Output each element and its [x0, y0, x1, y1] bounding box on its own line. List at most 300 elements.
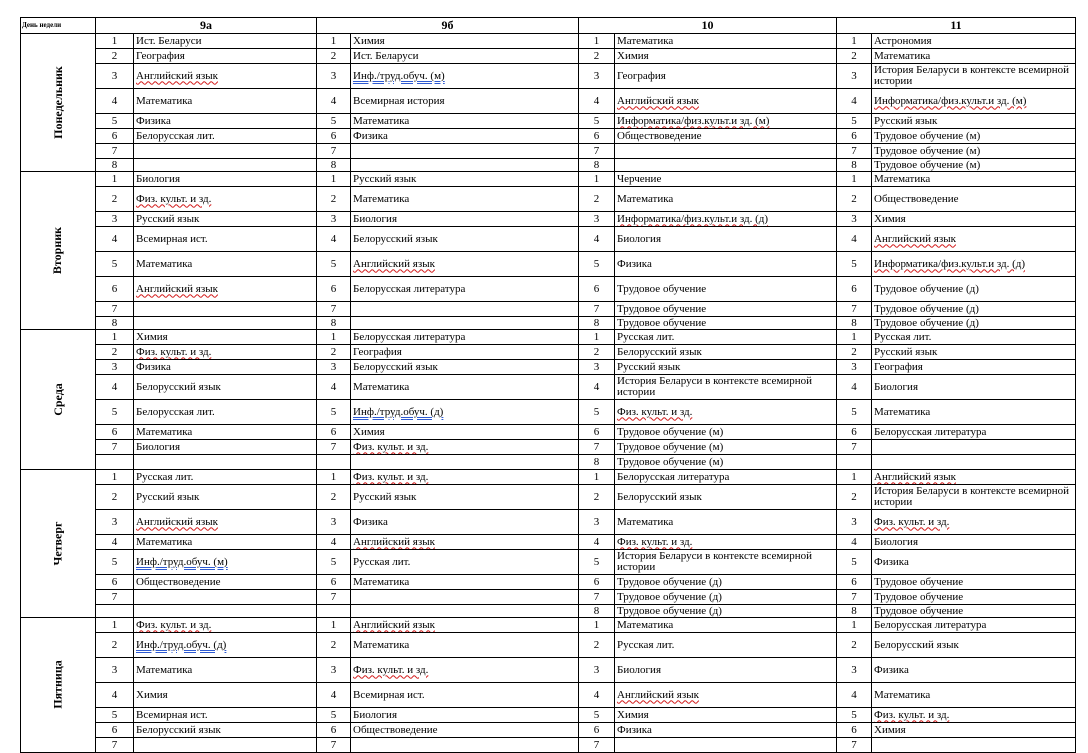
subject-cell: Трудовое обучение (д): [872, 317, 1076, 330]
day-cell: [21, 330, 96, 470]
subject-cell: Русский язык: [872, 345, 1076, 360]
lesson-number: 6: [317, 277, 351, 302]
subject-cell: Трудовое обучение: [872, 605, 1076, 618]
day-name: Среда: [50, 382, 65, 416]
lesson-number: 2: [837, 485, 872, 510]
subject-cell: Трудовое обучение (м): [872, 159, 1076, 172]
lesson-number: 5: [317, 252, 351, 277]
lesson-number: 5: [96, 708, 134, 723]
lesson-number: 5: [579, 400, 615, 425]
lesson-number: 4: [96, 227, 134, 252]
subject-cell: Математика: [351, 187, 579, 212]
lesson-number: 1: [837, 172, 872, 187]
lesson-number: 3: [837, 658, 872, 683]
lesson-number: 2: [579, 187, 615, 212]
class-header-9a: 9а: [96, 18, 317, 34]
lesson-number: 3: [837, 212, 872, 227]
subject-cell: [134, 590, 317, 605]
lesson-number: 2: [317, 485, 351, 510]
lesson-number: 5: [837, 400, 872, 425]
schedule-row: [21, 187, 1076, 212]
subject-cell: [615, 144, 837, 159]
subject-cell: Трудовое обучение (д): [615, 590, 837, 605]
subject-cell: Физика: [134, 360, 317, 375]
subject-cell: Всемирная ист.: [134, 708, 317, 723]
lesson-number: 2: [96, 633, 134, 658]
subject-cell: Русский язык: [134, 212, 317, 227]
subject-cell: Белорусская литература: [351, 277, 579, 302]
schedule-row: [21, 277, 1076, 302]
subject-cell: Русская лит.: [615, 633, 837, 658]
lesson-number: 3: [837, 510, 872, 535]
lesson-number: 1: [317, 618, 351, 633]
subject-cell: Английский язык: [134, 510, 317, 535]
subject-cell: [351, 144, 579, 159]
subject-cell: Белорусская литература: [351, 330, 579, 345]
subject-cell: Физ. культ. и зд.: [872, 708, 1076, 723]
lesson-number: 8: [579, 455, 615, 470]
subject-cell: Физ. культ. и зд.: [134, 345, 317, 360]
lesson-number: 1: [579, 172, 615, 187]
subject-cell: История Беларуси в контексте всемирной истории: [872, 485, 1076, 510]
lesson-number: 8: [837, 605, 872, 618]
class-header-9b: 9б: [317, 18, 579, 34]
schedule-row: [21, 605, 1076, 618]
subject-cell: География: [134, 49, 317, 64]
subject-cell: [134, 605, 317, 618]
schedule-row: [21, 425, 1076, 440]
lesson-number: 2: [317, 345, 351, 360]
subject-cell: Информатика/физ.культ.и зд. (м): [615, 114, 837, 129]
subject-cell: Русский язык: [615, 360, 837, 375]
schedule-row: [21, 455, 1076, 470]
day-cell: [21, 172, 96, 330]
subject-cell: [134, 317, 317, 330]
lesson-number: 1: [579, 618, 615, 633]
lesson-number: 3: [579, 212, 615, 227]
subject-cell: История Беларуси в контексте всемирной истории: [615, 375, 837, 400]
lesson-number: 6: [837, 723, 872, 738]
lesson-number: 5: [837, 708, 872, 723]
lesson-number: 1: [317, 34, 351, 49]
subject-cell: Математика: [872, 172, 1076, 187]
lesson-number: 7: [317, 440, 351, 455]
subject-cell: Белорусский язык: [351, 360, 579, 375]
subject-cell: [134, 455, 317, 470]
lesson-number: 1: [837, 618, 872, 633]
subject-cell: Русская лит.: [872, 330, 1076, 345]
subject-cell: Трудовое обучение: [615, 277, 837, 302]
day-cell: [21, 34, 96, 172]
subject-cell: Ист. Беларуси: [351, 49, 579, 64]
lesson-number: 1: [317, 330, 351, 345]
day-cell: [21, 470, 96, 618]
lesson-number: 2: [837, 187, 872, 212]
schedule-row: [21, 683, 1076, 708]
lesson-number: 5: [579, 114, 615, 129]
lesson-number: 7: [837, 144, 872, 159]
subject-cell: [134, 159, 317, 172]
lesson-number: 5: [96, 400, 134, 425]
lesson-number: [317, 605, 351, 618]
lesson-number: 6: [837, 277, 872, 302]
lesson-number: 2: [837, 633, 872, 658]
subject-cell: Обществоведение: [351, 723, 579, 738]
subject-cell: Физика: [615, 723, 837, 738]
subject-cell: Математика: [351, 633, 579, 658]
lesson-number: 8: [837, 317, 872, 330]
lesson-number: 5: [96, 252, 134, 277]
subject-cell: Биология: [615, 658, 837, 683]
subject-cell: Белорусский язык: [615, 345, 837, 360]
subject-cell: Всемирная ист.: [351, 683, 579, 708]
subject-cell: [351, 455, 579, 470]
lesson-number: 1: [96, 172, 134, 187]
schedule-body: [21, 34, 1076, 753]
lesson-number: 4: [579, 535, 615, 550]
lesson-number: 6: [317, 723, 351, 738]
lesson-number: 4: [837, 227, 872, 252]
lesson-number: 6: [579, 277, 615, 302]
schedule-row: [21, 34, 1076, 49]
lesson-number: 8: [96, 317, 134, 330]
lesson-number: 2: [317, 49, 351, 64]
subject-cell: Биология: [872, 375, 1076, 400]
schedule-row: [21, 510, 1076, 535]
subject-cell: Английский язык: [872, 470, 1076, 485]
subject-cell: Химия: [351, 425, 579, 440]
schedule-row: [21, 227, 1076, 252]
subject-cell: Математика: [134, 425, 317, 440]
lesson-number: 8: [579, 159, 615, 172]
lesson-number: 1: [579, 470, 615, 485]
subject-cell: Физика: [615, 252, 837, 277]
subject-cell: Черчение: [615, 172, 837, 187]
schedule-row: [21, 550, 1076, 575]
subject-cell: Трудовое обучение: [615, 302, 837, 317]
subject-cell: Химия: [872, 212, 1076, 227]
lesson-number: 5: [317, 114, 351, 129]
schedule-row: [21, 440, 1076, 455]
lesson-number: 3: [579, 64, 615, 89]
subject-cell: Трудовое обучение (д): [615, 575, 837, 590]
lesson-number: 3: [96, 658, 134, 683]
subject-cell: Русский язык: [351, 485, 579, 510]
subject-cell: [615, 738, 837, 753]
lesson-number: 3: [317, 360, 351, 375]
schedule-row: [21, 49, 1076, 64]
subject-cell: Химия: [615, 49, 837, 64]
schedule-row: [21, 330, 1076, 345]
lesson-number: 7: [579, 590, 615, 605]
lesson-number: 2: [317, 187, 351, 212]
subject-cell: Трудовое обучение (м): [872, 144, 1076, 159]
lesson-number: [317, 455, 351, 470]
schedule-row: [21, 658, 1076, 683]
day-name: Вторник: [50, 226, 65, 274]
subject-cell: Белорусский язык: [872, 633, 1076, 658]
lesson-number: 8: [837, 159, 872, 172]
subject-cell: Английский язык: [615, 683, 837, 708]
lesson-number: 7: [579, 144, 615, 159]
lesson-number: 6: [96, 425, 134, 440]
lesson-number: 1: [96, 618, 134, 633]
subject-cell: Химия: [615, 708, 837, 723]
subject-cell: Физ. культ. и зд.: [351, 470, 579, 485]
subject-cell: Русский язык: [872, 114, 1076, 129]
lesson-number: 4: [837, 683, 872, 708]
lesson-number: 7: [579, 738, 615, 753]
lesson-number: 3: [317, 658, 351, 683]
subject-cell: Химия: [134, 683, 317, 708]
lesson-number: 4: [837, 89, 872, 114]
subject-cell: Физика: [351, 129, 579, 144]
schedule-row: [21, 129, 1076, 144]
subject-cell: Всемирная ист.: [134, 227, 317, 252]
subject-cell: Трудовое обучение: [615, 317, 837, 330]
subject-cell: Химия: [134, 330, 317, 345]
subject-cell: Математика: [872, 49, 1076, 64]
subject-cell: Астрономия: [872, 34, 1076, 49]
subject-cell: Белорусский язык: [134, 375, 317, 400]
lesson-number: 7: [837, 302, 872, 317]
subject-cell: Информатика/физ.культ.и зд. (д): [872, 252, 1076, 277]
subject-cell: Трудовое обучение: [872, 590, 1076, 605]
lesson-number: 5: [579, 708, 615, 723]
schedule-row: [21, 212, 1076, 227]
schedule-row: [21, 114, 1076, 129]
subject-cell: Русская лит.: [615, 330, 837, 345]
lesson-number: 7: [317, 738, 351, 753]
lesson-number: 5: [96, 114, 134, 129]
subject-cell: Химия: [351, 34, 579, 49]
subject-cell: Трудовое обучение (д): [872, 277, 1076, 302]
subject-cell: Физика: [872, 550, 1076, 575]
subject-cell: Ист. Беларуси: [134, 34, 317, 49]
subject-cell: Физ. культ. и зд.: [615, 535, 837, 550]
schedule-row: [21, 590, 1076, 605]
lesson-number: 2: [837, 345, 872, 360]
lesson-number: 5: [317, 550, 351, 575]
lesson-number: 3: [96, 212, 134, 227]
lesson-number: 4: [579, 683, 615, 708]
class-header-10: 10: [579, 18, 837, 34]
subject-cell: Математика: [351, 375, 579, 400]
lesson-number: 7: [96, 144, 134, 159]
schedule-row: [21, 172, 1076, 187]
day-name: Пятница: [50, 660, 65, 709]
subject-cell: Математика: [351, 575, 579, 590]
subject-cell: Белорусская литература: [615, 470, 837, 485]
subject-cell: Биология: [872, 535, 1076, 550]
lesson-number: [837, 455, 872, 470]
lesson-number: 6: [96, 575, 134, 590]
lesson-number: 8: [317, 159, 351, 172]
lesson-number: 1: [96, 470, 134, 485]
schedule-row: [21, 144, 1076, 159]
lesson-number: 4: [317, 227, 351, 252]
lesson-number: 5: [837, 252, 872, 277]
lesson-number: 5: [579, 252, 615, 277]
subject-cell: Математика: [615, 618, 837, 633]
schedule-row: [21, 345, 1076, 360]
lesson-number: 6: [837, 575, 872, 590]
subject-cell: Биология: [351, 708, 579, 723]
lesson-number: 3: [317, 212, 351, 227]
subject-cell: История Беларуси в контексте всемирной истории: [872, 64, 1076, 89]
lesson-number: 7: [579, 302, 615, 317]
subject-cell: Информатика/физ.культ.и зд. (д): [615, 212, 837, 227]
lesson-number: 4: [96, 375, 134, 400]
subject-cell: Биология: [134, 172, 317, 187]
lesson-number: 1: [96, 34, 134, 49]
lesson-number: 7: [317, 302, 351, 317]
subject-cell: Физика: [351, 510, 579, 535]
day-name: Понедельник: [50, 65, 65, 139]
subject-cell: Трудовое обучение (д): [615, 605, 837, 618]
lesson-number: 6: [96, 277, 134, 302]
subject-cell: Обществоведение: [615, 129, 837, 144]
subject-cell: Английский язык: [872, 227, 1076, 252]
lesson-number: 3: [96, 360, 134, 375]
lesson-number: 7: [96, 590, 134, 605]
subject-cell: Химия: [872, 723, 1076, 738]
day-of-week-header: День недели: [21, 18, 96, 34]
lesson-number: 5: [837, 550, 872, 575]
schedule-row: [21, 400, 1076, 425]
subject-cell: Биология: [615, 227, 837, 252]
lesson-number: 4: [837, 375, 872, 400]
subject-cell: Математика: [134, 89, 317, 114]
subject-cell: Математика: [872, 683, 1076, 708]
subject-cell: Английский язык: [351, 618, 579, 633]
lesson-number: 6: [317, 129, 351, 144]
schedule-row: [21, 159, 1076, 172]
subject-cell: Трудовое обучение (м): [615, 425, 837, 440]
lesson-number: 8: [317, 317, 351, 330]
subject-cell: Инф./труд.обуч. (д): [134, 633, 317, 658]
lesson-number: 5: [96, 550, 134, 575]
lesson-number: 2: [96, 485, 134, 510]
subject-cell: [134, 302, 317, 317]
lesson-number: 3: [837, 64, 872, 89]
lesson-number: 1: [579, 330, 615, 345]
schedule-row: [21, 633, 1076, 658]
subject-cell: Физ. культ. и зд.: [615, 400, 837, 425]
subject-cell: Биология: [134, 440, 317, 455]
lesson-number: 6: [317, 425, 351, 440]
lesson-number: 3: [96, 510, 134, 535]
lesson-number: 6: [96, 723, 134, 738]
subject-cell: Трудовое обучение (м): [615, 455, 837, 470]
schedule-row: [21, 738, 1076, 753]
subject-cell: Обществоведение: [872, 187, 1076, 212]
lesson-number: 1: [317, 470, 351, 485]
lesson-number: 1: [579, 34, 615, 49]
lesson-number: [96, 455, 134, 470]
lesson-number: 5: [579, 550, 615, 575]
subject-cell: История Беларуси в контексте всемирной истории: [615, 550, 837, 575]
lesson-number: 3: [317, 510, 351, 535]
schedule-row: [21, 723, 1076, 738]
schedule-row: [21, 64, 1076, 89]
lesson-number: 6: [579, 575, 615, 590]
lesson-number: 2: [837, 49, 872, 64]
lesson-number: 6: [837, 425, 872, 440]
subject-cell: Трудовое обучение (м): [615, 440, 837, 455]
subject-cell: Математика: [872, 400, 1076, 425]
subject-cell: Английский язык: [615, 89, 837, 114]
schedule-row: [21, 375, 1076, 400]
lesson-number: 2: [579, 345, 615, 360]
lesson-number: 4: [317, 535, 351, 550]
lesson-number: 7: [96, 738, 134, 753]
schedule-row: [21, 89, 1076, 114]
lesson-number: 7: [579, 440, 615, 455]
subject-cell: Английский язык: [134, 64, 317, 89]
lesson-number: 2: [579, 485, 615, 510]
subject-cell: География: [615, 64, 837, 89]
subject-cell: [872, 455, 1076, 470]
subject-cell: География: [872, 360, 1076, 375]
subject-cell: Белорусский язык: [351, 227, 579, 252]
schedule-row: [21, 302, 1076, 317]
lesson-number: 4: [837, 535, 872, 550]
subject-cell: Математика: [351, 114, 579, 129]
subject-cell: Математика: [615, 510, 837, 535]
schedule-row: [21, 360, 1076, 375]
subject-cell: Белорусская лит.: [134, 400, 317, 425]
subject-cell: Английский язык: [351, 252, 579, 277]
class-header-11: 11: [837, 18, 1076, 34]
subject-cell: [351, 738, 579, 753]
lesson-number: 2: [96, 345, 134, 360]
subject-cell: Русский язык: [134, 485, 317, 510]
lesson-number: 1: [837, 330, 872, 345]
lesson-number: 5: [317, 400, 351, 425]
subject-cell: Белорусская литература: [872, 425, 1076, 440]
lesson-number: [96, 605, 134, 618]
subject-cell: Физ. культ. и зд.: [351, 440, 579, 455]
subject-cell: Физ. культ. и зд.: [872, 510, 1076, 535]
schedule-row: [21, 575, 1076, 590]
subject-cell: [351, 605, 579, 618]
subject-cell: [872, 440, 1076, 455]
lesson-number: 5: [837, 114, 872, 129]
lesson-number: 4: [579, 227, 615, 252]
subject-cell: [351, 590, 579, 605]
subject-cell: Всемирная история: [351, 89, 579, 114]
subject-cell: Инф./труд.обуч. (м): [134, 550, 317, 575]
subject-cell: Английский язык: [351, 535, 579, 550]
lesson-number: 4: [96, 89, 134, 114]
subject-cell: Трудовое обучение: [872, 575, 1076, 590]
lesson-number: 2: [579, 633, 615, 658]
lesson-number: 7: [317, 590, 351, 605]
schedule-table: [20, 17, 1076, 753]
lesson-number: 3: [579, 510, 615, 535]
lesson-number: 6: [837, 129, 872, 144]
schedule-row: [21, 618, 1076, 633]
subject-cell: Белорусская литература: [872, 618, 1076, 633]
lesson-number: 4: [579, 89, 615, 114]
subject-cell: [615, 159, 837, 172]
lesson-number: 7: [96, 302, 134, 317]
subject-cell: Трудовое обучение (м): [872, 129, 1076, 144]
subject-cell: Инф./труд.обуч. (м): [351, 64, 579, 89]
lesson-number: 7: [837, 738, 872, 753]
lesson-number: 1: [837, 34, 872, 49]
